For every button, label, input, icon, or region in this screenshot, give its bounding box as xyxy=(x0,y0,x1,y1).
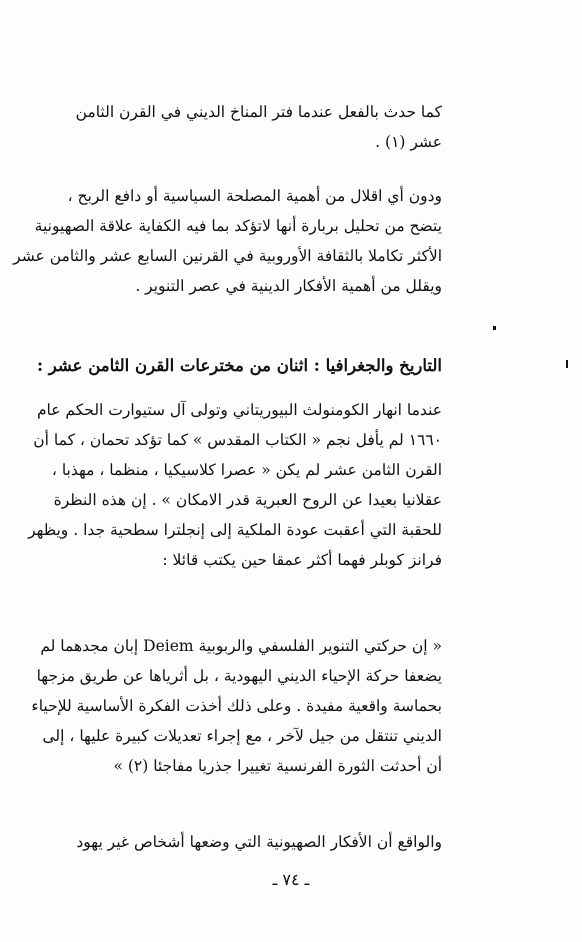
scan-speck xyxy=(566,360,568,368)
text-line: عشر (١) . xyxy=(375,133,442,151)
paragraph-3 xyxy=(28,395,442,575)
text-line: ودون أي اقلال من أهمية المصلحة السياسية أو دافع الربح ، xyxy=(67,187,442,205)
text-line: يضعفا حركة الإحياء الديني اليهودية ، بل أثرياها عن طريق مزجها xyxy=(36,667,442,685)
text-line: بحماسة واقعية مفيدة . وعلى ذلك أخذت الفكرة الأساسية للإحياء xyxy=(31,697,442,715)
text-line: ويقلل من أهمية الأفكار الدينية في عصر التنوير . xyxy=(135,277,442,295)
text-line: الأكثر تكاملا بالثقافة الأوروبية في القرنين السابع عشر والثامن عشر xyxy=(13,247,442,265)
text-line: للحقبة التي أعقبت عودة الملكية إلى إنجلترا سطحية جدا . ويظهر xyxy=(28,521,442,539)
scan-speck xyxy=(493,326,496,330)
text-line: كما حدث بالفعل عندما فتر المناخ الديني في القرن الثامن xyxy=(75,103,442,121)
section-heading xyxy=(36,351,442,381)
text-line: فرانز كوبلر فهما أكثر عمقا حين يكتب قائلا : xyxy=(162,551,442,569)
heading-text: التاريخ والجغرافيا : اثنان من مخترعات القرن الثامن عشر : xyxy=(36,356,442,375)
text-line: أن أحدثت الثورة الفرنسية تغييرا جذريا مفاجئا (٢) » xyxy=(113,757,442,775)
text-line: يتضح من تحليل بربارة أنها لاتؤكد بما فيه الكفاية علاقة الصهيونية xyxy=(34,217,442,235)
paragraph-5 xyxy=(76,827,442,857)
text-line: عقلانيا بعيدا عن الروح العبرية قدر الامكان » . إن هذه النظرة xyxy=(53,491,442,509)
text-line: والواقع أن الأفكار الصهيونية التي وضعها أشخاص غير يهود xyxy=(76,833,442,851)
text-line: ١٦٦٠ لم يأفل نجم « الكتاب المقدس » كما تؤكد تحمان ، كما أن xyxy=(33,431,442,449)
quote-paragraph xyxy=(31,631,442,781)
text-line: القرن الثامن عشر لم يكن « عصرا كلاسيكيا ، منظما ، مهذبا ، xyxy=(51,461,442,479)
paragraph-1 xyxy=(75,97,442,157)
page-number: ـ ٧٤ ـ xyxy=(272,870,310,889)
text-line: الديني تنتقل من جيل لآخر ، مع إجراء تعديلات كبيرة عليها ، إلى xyxy=(42,727,442,745)
text-line: عندما انهار الكومنولث البيوريتاني وتولى آل ستيوارت الحكم عام xyxy=(36,401,442,419)
text-line: « إن حركتي التنوير الفلسفي والربوبية Deiem إبان مجدهما لم xyxy=(40,637,442,655)
paragraph-2 xyxy=(13,181,442,301)
